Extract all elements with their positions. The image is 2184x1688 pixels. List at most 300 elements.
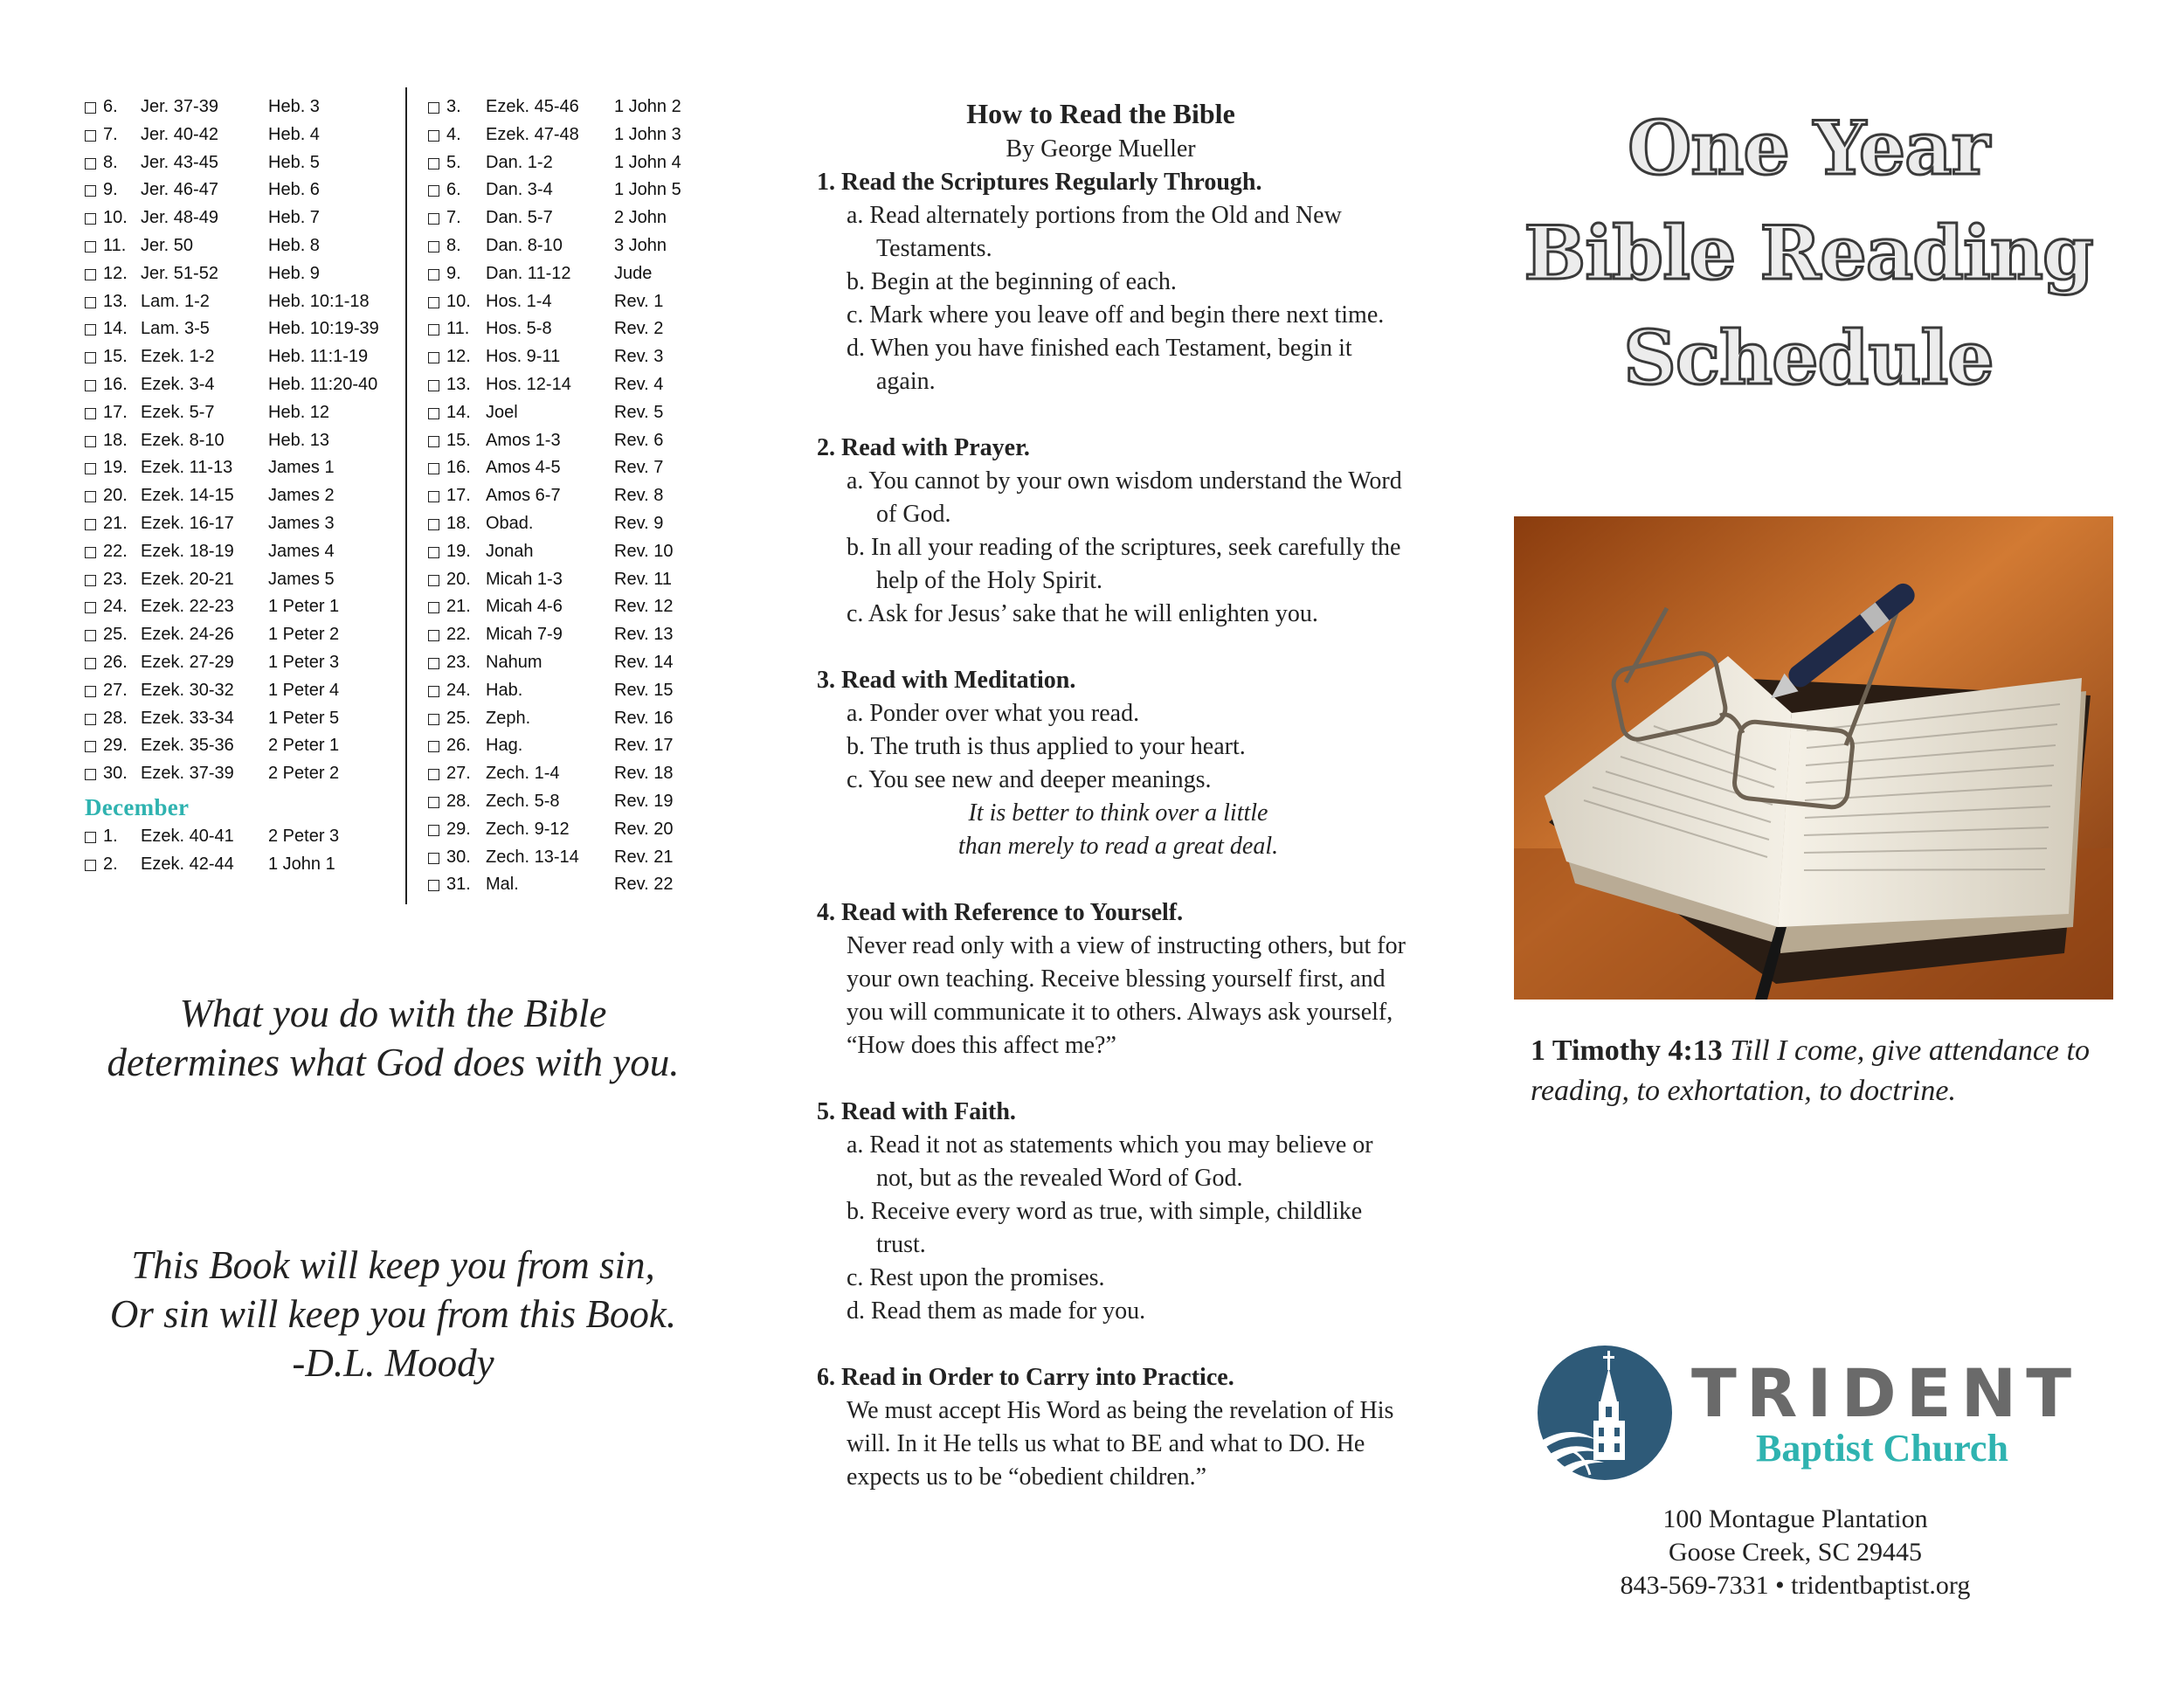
new-testament-reading: 1 Peter 5: [268, 708, 340, 728]
day-number: 30.: [103, 764, 128, 784]
old-testament-reading: Ezek. 45-46: [486, 97, 579, 116]
new-testament-reading: Heb. 12: [268, 402, 330, 422]
howto-sections: [817, 166, 1411, 1494]
reading-checkbox[interactable]: [85, 769, 96, 780]
howto-section: [817, 896, 1411, 1062]
old-testament-reading: Jonah: [486, 541, 534, 561]
section-item: d. When you have finished each Testament, begin it again.: [847, 335, 1352, 395]
new-testament-reading: Heb. 11:1-19: [268, 347, 369, 367]
old-testament-reading: Ezek. 47-48: [486, 124, 579, 144]
section-heading: 5. Read with Faith.: [817, 1098, 1016, 1125]
day-number: 15.: [103, 347, 128, 367]
old-testament-reading: Ezek. 14-15: [141, 486, 234, 506]
old-testament-reading: Mal.: [486, 875, 519, 895]
day-number: 31.: [446, 875, 471, 895]
day-number: 19.: [446, 541, 471, 561]
day-number: 19.: [103, 458, 128, 478]
day-number: 10.: [103, 208, 128, 228]
old-testament-reading: Ezek. 24-26: [141, 625, 234, 645]
reading-checkbox[interactable]: [85, 741, 96, 752]
old-testament-reading: Jer. 40-42: [141, 124, 218, 144]
day-number: 29.: [103, 736, 128, 756]
schedule-row: [428, 204, 708, 232]
reading-checkbox[interactable]: [428, 797, 439, 808]
column-divider: [405, 87, 407, 904]
schedule-row: [428, 566, 708, 594]
old-testament-reading: Amos 6-7: [486, 486, 561, 506]
schedule-row: [85, 121, 408, 149]
old-testament-reading: Hab.: [486, 680, 523, 700]
new-testament-reading: Rev. 19: [614, 791, 674, 811]
reading-checkbox[interactable]: [85, 519, 96, 530]
day-number: 14.: [446, 402, 471, 422]
schedule-row: [428, 593, 708, 621]
schedule-row: [428, 454, 708, 482]
schedule-row: [428, 371, 708, 399]
reading-checkbox[interactable]: [85, 575, 96, 586]
schedule-row: [428, 760, 708, 788]
day-number: 18.: [103, 430, 128, 450]
schedule-row: [85, 260, 408, 288]
old-testament-reading: Zeph.: [486, 708, 531, 728]
old-testament-reading: Jer. 48-49: [141, 208, 218, 228]
old-testament-reading: Jer. 50: [141, 235, 194, 255]
reading-checkbox[interactable]: [428, 658, 439, 669]
schedule-row: [85, 454, 408, 482]
reading-checkbox[interactable]: [428, 185, 439, 197]
reading-checkbox[interactable]: [428, 519, 439, 530]
old-testament-reading: Ezek. 22-23: [141, 597, 234, 617]
quote-line: determines what God does with you.: [107, 1041, 680, 1084]
reading-checkbox[interactable]: [428, 269, 439, 280]
reading-checkbox[interactable]: [428, 741, 439, 752]
day-number: 29.: [446, 819, 471, 839]
old-testament-reading: Dan. 11-12: [486, 263, 571, 283]
day-number: 17.: [446, 486, 471, 506]
day-number: 12.: [446, 347, 471, 367]
section-paragraph: Never read only with a view of instructing others, but for your own teaching. Receive blessing yourself first, and you will communicate it to others. Always ask yourself, “How does this affect me?”: [847, 932, 1406, 1059]
day-number: 26.: [446, 736, 471, 756]
section-heading: 6. Read in Order to Carry into Practice.: [817, 1364, 1234, 1391]
new-testament-reading: Rev. 12: [614, 597, 674, 617]
new-testament-reading: 2 Peter 1: [268, 736, 340, 756]
new-testament-reading: 1 Peter 4: [268, 680, 340, 700]
old-testament-reading: Nahum: [486, 652, 543, 672]
day-number: 16.: [446, 458, 471, 478]
old-testament-reading: Jer. 46-47: [141, 180, 218, 200]
new-testament-reading: Jude: [614, 263, 653, 283]
day-number: 7.: [103, 124, 118, 144]
address-line: Goose Creek, SC 29445: [1669, 1538, 1922, 1567]
howto-section: [817, 432, 1411, 631]
church-subtitle: Baptist Church: [1756, 1427, 2008, 1470]
howto-section: [817, 1096, 1411, 1328]
old-testament-reading: Lam. 1-2: [141, 291, 210, 311]
old-testament-reading: Ezek. 20-21: [141, 569, 234, 589]
schedule-row: [428, 315, 708, 343]
old-testament-reading: Ezek. 3-4: [141, 374, 215, 394]
day-number: 23.: [446, 652, 471, 672]
day-number: 22.: [446, 625, 471, 645]
day-number: 11.: [446, 319, 470, 339]
new-testament-reading: James 2: [268, 486, 335, 506]
quote-attribution: -D.L. Moody: [292, 1341, 494, 1385]
reading-checkbox[interactable]: [85, 686, 96, 697]
day-number: 28.: [446, 791, 471, 811]
new-testament-reading: Heb. 10:19-39: [268, 319, 379, 339]
old-testament-reading: Zech. 5-8: [486, 791, 560, 811]
old-testament-reading: Ezek. 11-13: [141, 458, 233, 478]
schedule-column-right: [428, 93, 708, 899]
reading-checkbox[interactable]: [85, 297, 96, 308]
reading-checkbox[interactable]: [85, 241, 96, 253]
reading-checkbox[interactable]: [428, 297, 439, 308]
schedule-row: [428, 732, 708, 760]
day-number: 25.: [103, 625, 128, 645]
old-testament-reading: Ezek. 37-39: [141, 764, 234, 784]
old-testament-reading: Ezek. 27-29: [141, 652, 234, 672]
schedule-row: [85, 232, 408, 260]
reading-checkbox[interactable]: [85, 714, 96, 725]
new-testament-reading: 1 John 3: [614, 124, 681, 144]
day-number: 13.: [103, 291, 128, 311]
new-testament-reading: James 4: [268, 541, 335, 561]
reading-checkbox[interactable]: [428, 408, 439, 419]
reading-checkbox[interactable]: [85, 130, 96, 142]
reading-checkbox[interactable]: [85, 860, 96, 871]
new-testament-reading: 2 Peter 2: [268, 764, 340, 784]
section-item: c. You see new and deeper meanings.: [847, 766, 1212, 793]
reading-checkbox[interactable]: [428, 547, 439, 558]
reading-checkbox[interactable]: [85, 658, 96, 669]
schedule-row: [428, 399, 708, 427]
day-number: 21.: [103, 513, 128, 533]
schedule-row: [85, 510, 408, 538]
bible-glasses-photo: [1514, 516, 2113, 1000]
old-testament-reading: Obad.: [486, 513, 534, 533]
day-number: 27.: [103, 680, 128, 700]
new-testament-reading: Heb. 8: [268, 235, 320, 255]
schedule-row: [85, 482, 408, 510]
section-item: c. Rest upon the promises.: [847, 1264, 1105, 1291]
new-testament-reading: Rev. 13: [614, 625, 674, 645]
reading-checkbox[interactable]: [85, 158, 96, 169]
schedule-row: [85, 732, 408, 760]
section-heading: 3. Read with Meditation.: [817, 667, 1076, 694]
schedule-row: [85, 176, 408, 204]
reading-checkbox[interactable]: [85, 630, 96, 641]
church-name: TRIDENT: [1691, 1354, 2082, 1432]
old-testament-reading: Ezek. 8-10: [141, 430, 225, 450]
church-logo-icon: [1536, 1344, 1674, 1482]
section-item: b. The truth is thus applied to your heart.: [847, 733, 1246, 760]
new-testament-reading: 2 Peter 3: [268, 826, 340, 846]
reading-checkbox[interactable]: [85, 269, 96, 280]
reading-checkbox[interactable]: [428, 769, 439, 780]
old-testament-reading: Zech. 9-12: [486, 819, 570, 839]
schedule-row: [428, 538, 708, 566]
section-item: d. Read them as made for you.: [847, 1297, 1146, 1325]
reading-checkbox[interactable]: [428, 158, 439, 169]
old-testament-reading: Hos. 9-11: [486, 347, 561, 367]
old-testament-reading: Hag.: [486, 736, 523, 756]
old-testament-reading: Ezek. 40-41: [141, 826, 234, 846]
section-item: a. You cannot by your own wisdom understand the Word of God.: [847, 467, 1402, 528]
new-testament-reading: Rev. 6: [614, 430, 664, 450]
new-testament-reading: Heb. 6: [268, 180, 320, 200]
reading-checkbox[interactable]: [85, 463, 96, 474]
old-testament-reading: Ezek. 16-17: [141, 513, 234, 533]
new-testament-reading: Rev. 20: [614, 819, 674, 839]
schedule-row: [85, 621, 408, 649]
new-testament-reading: James 1: [268, 458, 335, 478]
day-number: 9.: [103, 180, 118, 200]
day-number: 3.: [446, 97, 461, 116]
reading-checkbox[interactable]: [85, 324, 96, 336]
schedule-row: [428, 260, 708, 288]
old-testament-reading: Jer. 37-39: [141, 97, 218, 116]
reading-checkbox[interactable]: [428, 853, 439, 864]
reading-checkbox[interactable]: [428, 575, 439, 586]
new-testament-reading: Rev. 2: [614, 319, 664, 339]
new-testament-reading: Rev. 5: [614, 402, 664, 422]
schedule-row: [428, 816, 708, 844]
old-testament-reading: Hos. 5-8: [486, 319, 552, 339]
reading-checkbox[interactable]: [428, 491, 439, 502]
howto-section: [817, 1361, 1411, 1494]
new-testament-reading: 3 John: [614, 235, 667, 255]
schedule-row: [428, 121, 708, 149]
new-testament-reading: James 3: [268, 513, 335, 533]
howto-section: [817, 166, 1411, 398]
old-testament-reading: Dan. 1-2: [486, 152, 553, 172]
schedule-row: [85, 93, 408, 121]
day-number: 2.: [103, 854, 118, 874]
new-testament-reading: Rev. 3: [614, 347, 664, 367]
old-testament-reading: Ezek. 33-34: [141, 708, 234, 728]
reading-checkbox[interactable]: [428, 380, 439, 391]
section-item: c. Ask for Jesus’ sake that he will enlighten you.: [847, 600, 1318, 627]
day-number: 16.: [103, 374, 128, 394]
section-heading: 1. Read the Scriptures Regularly Through.: [817, 169, 1262, 196]
section-author: By George Mueller: [1006, 135, 1196, 163]
schedule-row: [85, 149, 408, 177]
new-testament-reading: Rev. 8: [614, 486, 664, 506]
new-testament-reading: 1 Peter 2: [268, 625, 340, 645]
new-testament-reading: James 5: [268, 569, 335, 589]
schedule-row: [428, 649, 708, 677]
old-testament-reading: Dan. 3-4: [486, 180, 553, 200]
schedule-row: [85, 649, 408, 677]
reading-checkbox[interactable]: [428, 463, 439, 474]
section-item: b. Receive every word as true, with simple, childlike trust.: [847, 1198, 1363, 1258]
schedule-row: [85, 371, 408, 399]
reading-checkbox[interactable]: [428, 436, 439, 447]
day-number: 5.: [446, 152, 461, 172]
address-line: 100 Montague Plantation: [1662, 1505, 1928, 1533]
new-testament-reading: Rev. 11: [614, 569, 672, 589]
schedule-row: [85, 427, 408, 455]
schedule-row: [428, 844, 708, 872]
new-testament-reading: 1 John 1: [268, 854, 335, 874]
reading-checkbox[interactable]: [428, 602, 439, 613]
reading-checkbox[interactable]: [428, 686, 439, 697]
church-address: [1520, 1503, 2070, 1602]
old-testament-reading: Jer. 43-45: [141, 152, 218, 172]
how-to-read-section: [817, 94, 1411, 1527]
old-testament-reading: Lam. 3-5: [141, 319, 210, 339]
moody-quote: [52, 1241, 734, 1387]
reading-checkbox[interactable]: [85, 436, 96, 447]
schedule-row: [85, 593, 408, 621]
schedule-row: [428, 93, 708, 121]
schedule-row: [428, 788, 708, 816]
new-testament-reading: Rev. 9: [614, 513, 664, 533]
old-testament-reading: Ezek. 35-36: [141, 736, 234, 756]
new-testament-reading: Heb. 3: [268, 97, 320, 116]
new-testament-reading: 1 John 5: [614, 180, 681, 200]
schedule-row: [85, 204, 408, 232]
new-testament-reading: 2 John: [614, 208, 667, 228]
day-number: 13.: [446, 374, 471, 394]
new-testament-reading: Heb. 5: [268, 152, 320, 172]
reading-checkbox[interactable]: [428, 825, 439, 836]
schedule-row: [85, 538, 408, 566]
day-number: 8.: [446, 235, 461, 255]
reading-checkbox[interactable]: [428, 880, 439, 891]
schedule-row: [428, 510, 708, 538]
bible-quote: [52, 989, 734, 1087]
quote-line: What you do with the Bible: [179, 992, 607, 1035]
reading-checkbox[interactable]: [428, 130, 439, 142]
day-number: 24.: [446, 680, 471, 700]
day-number: 11.: [103, 235, 127, 255]
howto-section: [817, 664, 1411, 863]
reading-checkbox[interactable]: [428, 241, 439, 253]
new-testament-reading: 1 John 4: [614, 152, 681, 172]
section-item: b. In all your reading of the scriptures, seek carefully the help of the Holy Spirit.: [847, 534, 1401, 594]
reading-checkbox[interactable]: [85, 832, 96, 843]
schedule-row: [428, 288, 708, 316]
day-number: 18.: [446, 513, 471, 533]
new-testament-reading: Rev. 10: [614, 541, 674, 561]
schedule-row: [428, 149, 708, 177]
reading-checkbox[interactable]: [85, 602, 96, 613]
schedule-row: [85, 823, 408, 851]
schedule-row: [428, 343, 708, 371]
section-heading: 2. Read with Prayer.: [817, 434, 1030, 461]
old-testament-reading: Ezek. 18-19: [141, 541, 234, 561]
verse-text: Till I come, give attendance to reading, to exhortation, to doctrine.: [1531, 1034, 2090, 1107]
old-testament-reading: Hos. 1-4: [486, 291, 552, 311]
reading-checkbox[interactable]: [85, 102, 96, 114]
new-testament-reading: Rev. 15: [614, 680, 674, 700]
old-testament-reading: Ezek. 30-32: [141, 680, 234, 700]
schedule-row: [428, 176, 708, 204]
day-number: 21.: [446, 597, 471, 617]
old-testament-reading: Jer. 51-52: [141, 263, 218, 283]
old-testament-reading: Joel: [486, 402, 518, 422]
new-testament-reading: 1 John 2: [614, 97, 681, 116]
reading-checkbox[interactable]: [428, 213, 439, 225]
reading-checkbox[interactable]: [428, 102, 439, 114]
reading-checkbox[interactable]: [428, 324, 439, 336]
schedule-column-left: [85, 93, 408, 879]
reading-checkbox[interactable]: [428, 630, 439, 641]
section-item: c. Mark where you leave off and begin there next time.: [847, 301, 1385, 329]
day-number: 20.: [103, 486, 128, 506]
new-testament-reading: 1 Peter 3: [268, 652, 340, 672]
schedule-row: [85, 399, 408, 427]
reading-checkbox[interactable]: [85, 547, 96, 558]
old-testament-reading: Micah 1-3: [486, 569, 563, 589]
old-testament-reading: Amos 1-3: [486, 430, 561, 450]
section-item: b. Begin at the beginning of each.: [847, 268, 1177, 295]
month-heading-december: December: [85, 793, 190, 820]
old-testament-reading: Amos 4-5: [486, 458, 561, 478]
schedule-row: [428, 621, 708, 649]
section-heading: 4. Read with Reference to Yourself.: [817, 899, 1184, 926]
new-testament-reading: Rev. 7: [614, 458, 664, 478]
cover-title: [1485, 96, 2132, 411]
reading-checkbox[interactable]: [428, 714, 439, 725]
reading-checkbox[interactable]: [85, 408, 96, 419]
schedule-row: [428, 705, 708, 733]
new-testament-reading: Heb. 4: [268, 124, 320, 144]
day-number: 4.: [446, 124, 461, 144]
reading-checkbox[interactable]: [85, 380, 96, 391]
day-number: 10.: [446, 291, 471, 311]
quote-line: This Book will keep you from sin,: [131, 1243, 655, 1287]
new-testament-reading: Heb. 9: [268, 263, 320, 283]
reading-checkbox[interactable]: [428, 352, 439, 363]
old-testament-reading: Micah 4-6: [486, 597, 563, 617]
old-testament-reading: Ezek. 1-2: [141, 347, 215, 367]
day-number: 17.: [103, 402, 128, 422]
reading-checkbox[interactable]: [85, 491, 96, 502]
day-number: 26.: [103, 652, 128, 672]
old-testament-reading: Zech. 1-4: [486, 764, 560, 784]
new-testament-reading: Rev. 21: [614, 847, 674, 867]
verse-reference: 1 Timothy 4:13: [1531, 1034, 1723, 1067]
old-testament-reading: Micah 7-9: [486, 625, 563, 645]
old-testament-reading: Hos. 12-14: [486, 374, 571, 394]
new-testament-reading: Heb. 7: [268, 208, 320, 228]
day-number: 9.: [446, 263, 461, 283]
new-testament-reading: Rev. 1: [614, 291, 664, 311]
cover-title-line: Bible Reading: [1524, 210, 2093, 296]
new-testament-reading: 1 Peter 1: [268, 597, 340, 617]
schedule-row: [85, 851, 408, 879]
schedule-row: [428, 677, 708, 705]
reading-checkbox[interactable]: [85, 185, 96, 197]
section-tagline: than merely to read a great deal.: [957, 833, 1279, 860]
day-number: 6.: [446, 180, 461, 200]
day-number: 1.: [103, 826, 118, 846]
reading-checkbox[interactable]: [85, 352, 96, 363]
schedule-row: [85, 705, 408, 733]
day-number: 22.: [103, 541, 128, 561]
day-number: 7.: [446, 208, 461, 228]
cover-title-line: One Year: [1628, 105, 1989, 191]
new-testament-reading: Rev. 22: [614, 875, 674, 895]
reading-checkbox[interactable]: [85, 213, 96, 225]
old-testament-reading: Dan. 5-7: [486, 208, 553, 228]
contact-line: 843-569-7331 • tridentbaptist.org: [1620, 1571, 1971, 1600]
schedule-row: [85, 760, 408, 788]
day-number: 30.: [446, 847, 471, 867]
old-testament-reading: Ezek. 42-44: [141, 854, 234, 874]
